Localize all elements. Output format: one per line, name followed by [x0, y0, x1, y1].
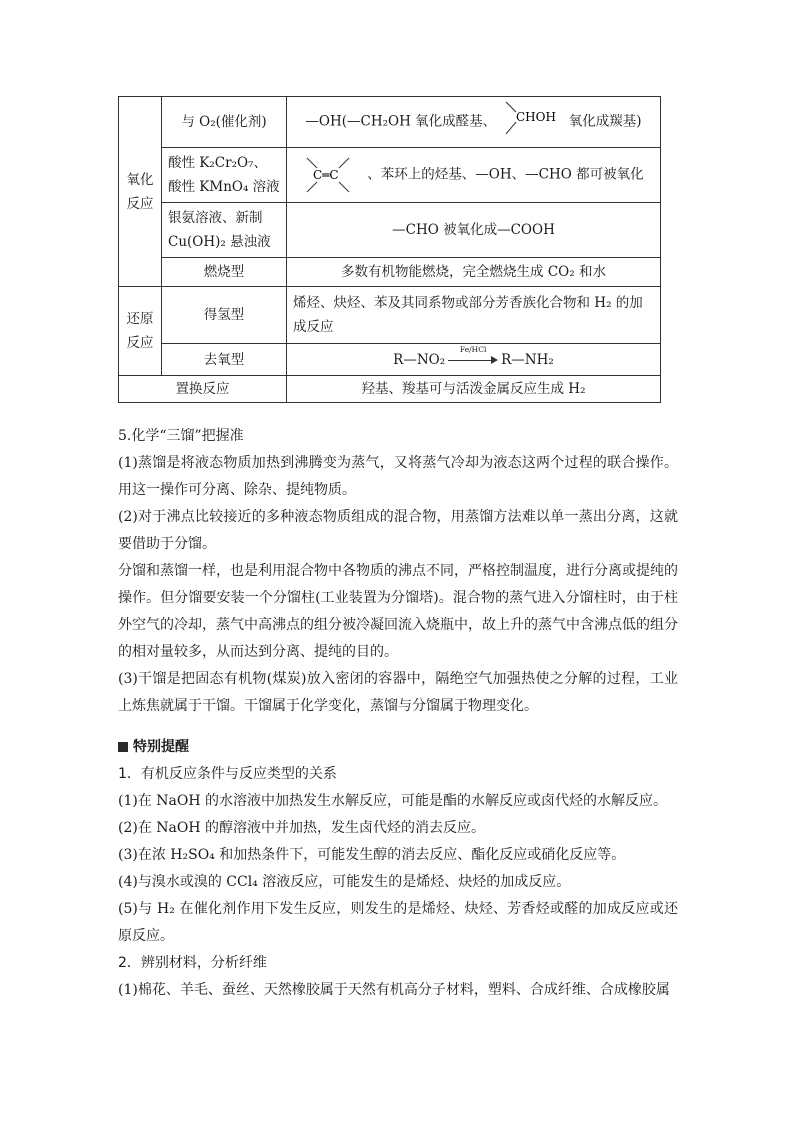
reaction-table [118, 96, 661, 403]
table-row [119, 258, 661, 287]
list-item: (1)在 NaOH 的水溶液中加热发生水解反应，可能是酯的水解反应或卤代烃的水解反应。 [118, 793, 668, 809]
condition-cell: 去氧型 [162, 344, 287, 376]
category-cell-oxidation: 氧化反应 [119, 97, 162, 287]
list-item: (4)与溴水或溴的 CCl₄ 溶液反应，可能发生的是烯烃、炔烃的加成反应。 [118, 874, 571, 890]
condition-cell: 银氨溶液、新制 Cu(OH)₂ 悬浊液 [162, 203, 287, 258]
alkene-label: C═C [313, 168, 339, 182]
condition-cell: 置换反应 [119, 376, 287, 403]
tips-section [118, 761, 678, 1004]
category-cell-reduction: 还原反应 [119, 287, 162, 376]
condition-cell: 燃烧型 [162, 258, 287, 287]
table-row [119, 97, 661, 148]
reduction-equation: R—NO₂ Fe/HCl R—NH₂ [393, 344, 554, 368]
description-cell: 羟基、羧基可与活泼金属反应生成 H₂ [287, 376, 661, 403]
carbinol-label: CHOH [516, 110, 557, 124]
alkene-structure [293, 152, 363, 198]
reaction-arrow-icon [448, 344, 498, 367]
condition-cell: 酸性 K₂Cr₂O₇、酸性 KMnO₄ 溶液 [162, 148, 287, 203]
subheading: 2．辨别材料，分析纤维 [118, 955, 267, 971]
table-row [119, 376, 661, 403]
list-item: (1)棉花、羊毛、蚕丝、天然橡胶属于天然有机高分子材料，塑料、合成纤维、合成橡胶属 [118, 982, 670, 998]
condition-cell: 得氢型 [162, 287, 287, 344]
carbinol-structure [500, 100, 564, 144]
subheading: 1．有机反应条件与反应类型的关系 [118, 766, 337, 782]
section-title: 5.化学“三馏”把握准 [118, 428, 244, 444]
section-5 [118, 423, 678, 720]
description-cell: 多数有机物能燃烧，完全燃烧生成 CO₂ 和水 [287, 258, 661, 287]
arrow-condition-label: Fe/HCl [459, 344, 487, 354]
carbinol-structure-icon [500, 100, 564, 144]
table-row [119, 148, 661, 203]
description-cell: 烯烃、炔烃、苯及其同系物或部分芳香族化合物和 H₂ 的加成反应 [287, 287, 661, 344]
description-cell: —CHO 被氧化成—COOH [287, 203, 661, 258]
list-item: (2)在 NaOH 的醇溶液中并加热，发生卤代烃的消去反应。 [118, 820, 486, 836]
condition-cell: 与 O₂(催化剂) [162, 97, 287, 148]
tips-heading: 特别提醒 [118, 736, 189, 756]
paragraph: (3)干馏是把固态有机物(煤炭)放入密闭的容器中，隔绝空气加强热使之分解的过程，工业上炼焦就属于干馏。干馏属于化学变化，蒸馏与分馏属于物理变化。 [118, 671, 678, 714]
paragraph: (1)蒸馏是将液态物质加热到沸腾变为蒸气，又将蒸气冷却为液态这两个过程的联合操作。用这一操作可分离、除杂、提纯物质。 [118, 455, 678, 498]
description-cell: C═C 、苯环上的烃基、—OH、—CHO 都可被氧化 [287, 148, 661, 203]
table-row [119, 203, 661, 258]
square-bullet-icon [118, 742, 128, 752]
table-row [119, 344, 661, 376]
description-cell [287, 344, 661, 376]
list-item: (5)与 H₂ 在催化剂作用下发生反应，则发生的是烯烃、炔烃、芳香烃或醛的加成反应或还原反应。 [118, 901, 678, 944]
paragraph: 分馏和蒸馏一样，也是利用混合物中各物质的沸点不同，严格控制温度，进行分离或提纯的操作。但分馏要安装一个分馏柱(工业装置为分馏塔)。混合物的蒸气进入分馏柱时，由于柱外空气的冷却，蒸气中高沸点的组分被冷凝回流入烧瓶中，故上升的蒸气中含沸点低的组分的相对量较多，从而达到分离、提纯的目的。 [118, 563, 678, 660]
table-row [119, 287, 661, 344]
list-item: (3)在浓 H₂SO₄ 和加热条件下，可能发生醇的消去反应、酯化反应或硝化反应等。 [118, 847, 626, 863]
paragraph: (2)对于沸点比较接近的多种液态物质组成的混合物，用蒸馏方法难以单一蒸出分离，这就要借助于分馏。 [118, 509, 678, 552]
alkene-structure-icon [293, 152, 363, 198]
description-cell: —OH(—CH₂OH 氧化成醛基、 CHOH 氧化成羰基) [287, 97, 661, 148]
